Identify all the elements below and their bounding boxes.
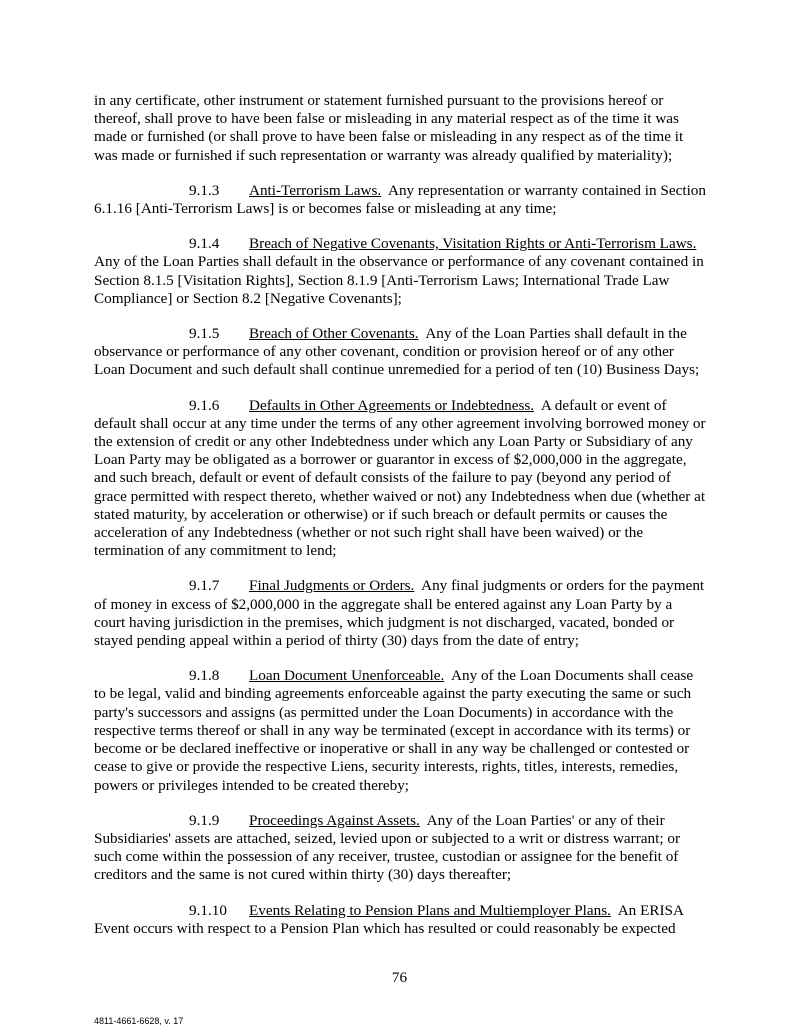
- section-number: 9.1.10: [189, 901, 227, 919]
- section-text: Any final judgments or orders for the payment of money in excess of $2,000,000 in the aggregate shall be entered against any Loan Party by a court having jurisdiction in the premises, which judgment is not discharged, vacated, bonded or stayed pending appeal within a period of thirty (30) days from the date of entry;: [94, 577, 705, 650]
- section-heading: Proceedings Against Assets.: [249, 811, 420, 829]
- section-number: 9.1.5: [189, 325, 220, 343]
- section-number: 9.1.7: [189, 577, 220, 595]
- page-number: 76: [391, 969, 408, 986]
- section-9-1-4: [94, 235, 706, 308]
- section-number: 9.1.8: [189, 667, 220, 685]
- section-heading: Loan Document Unenforceable.: [249, 667, 445, 685]
- section-9-1-3: [94, 182, 706, 218]
- section-heading: Defaults in Other Agreements or Indebtedness.: [249, 396, 535, 414]
- section-text: Any of the Loan Parties shall default in the observance or performance of any covenant contained in Section 8.1.5 [Visitation Rights], Section 8.1.9 [Anti-Terrorism Laws; International Trade Law Compliance] or Section 8.2 [Negative Covenants];: [94, 253, 704, 307]
- section-9-1-8: [94, 667, 706, 794]
- section-number: 9.1.6: [189, 396, 220, 414]
- section-number: 9.1.9: [189, 811, 220, 829]
- document-id: 4811-4661-6628, v. 17: [94, 1016, 184, 1026]
- section-number: 9.1.4: [189, 235, 220, 253]
- section-9-1-9: [94, 812, 706, 885]
- section-text: An ERISA Event occurs with respect to a Pension Plan which has resulted or could reasonably be expected: [94, 901, 684, 937]
- section-heading: Anti-Terrorism Laws.: [249, 181, 382, 199]
- section-text: Any of the Loan Documents shall cease to be legal, valid and binding agreements enforceable against the party executing the same or such party's successors and assigns (as permitted under the Loan Documents) in accordance with the respective terms thereof or shall in any way be terminated (except in accordance with its terms) or become or be declared ineffective or inoperative or shall in any way be challenged or contested or cease to give or provide the respective Liens, security interests, rights, titles, interests, remedies, powers or privileges intended to be created thereby;: [94, 667, 694, 794]
- section-text: Any of the Loan Parties shall default in the observance or performance of any other covenant, condition or provision hereof or of any other Loan Document and such default shall continue unremedied for a period of ten (10) Business Days;: [94, 325, 700, 379]
- section-heading: Breach of Negative Covenants, Visitation Rights or Anti-Terrorism Laws.: [249, 235, 697, 253]
- intro-paragraph: in any certificate, other instrument or statement furnished pursuant to the provisions hereof or thereof, shall prove to have been false or misleading in any material respect as of the time it was made or furnished (or shall prove to have been false or misleading in any respect as of the time it was made or furnished if such representation or warranty was already qualified by materiality);: [94, 92, 684, 164]
- section-number: 9.1.3: [189, 181, 220, 199]
- section-text: Any representation or warranty contained in Section 6.1.16 [Anti-Terrorism Laws] is or becomes false or misleading at any time;: [94, 181, 706, 218]
- document-body: [94, 92, 706, 955]
- section-heading: Events Relating to Pension Plans and Multiemployer Plans.: [249, 901, 611, 919]
- section-text: A default or event of default shall occur at any time under the terms of any other agreement involving borrowed money or the extension of credit or any other Indebtedness under which any Loan Party or Subsidiary of any Loan Party may be obligated as a borrower or guarantor in excess of $2,000,000 in the aggregate, and such breach, default or event of default consists of the failure to pay (beyond any period of grace permitted with respect thereto, whether waived or not) any Indebtedness when due (whether at stated maturity, by acceleration or otherwise) or if such breach or default permits or causes the acceleration of any Indebtedness (whether or not such right shall have been waived) or the termination of any commitment to lend;: [94, 396, 706, 560]
- section-heading: Final Judgments or Orders.: [249, 577, 415, 595]
- section-9-1-5: [94, 325, 706, 380]
- section-9-1-7: [94, 577, 706, 650]
- section-heading: Breach of Other Covenants.: [249, 325, 419, 343]
- section-text: Any of the Loan Parties' or any of their Subsidiaries' assets are attached, seized, levied upon or subjected to a writ or distress warrant; or such come within the possession of any receiver, trustee, custodian or assignee for the benefit of creditors and the same is not cured within thirty (30) days thereafter;: [94, 811, 681, 884]
- section-9-1-10: [94, 902, 706, 938]
- section-9-1-6: [94, 397, 706, 561]
